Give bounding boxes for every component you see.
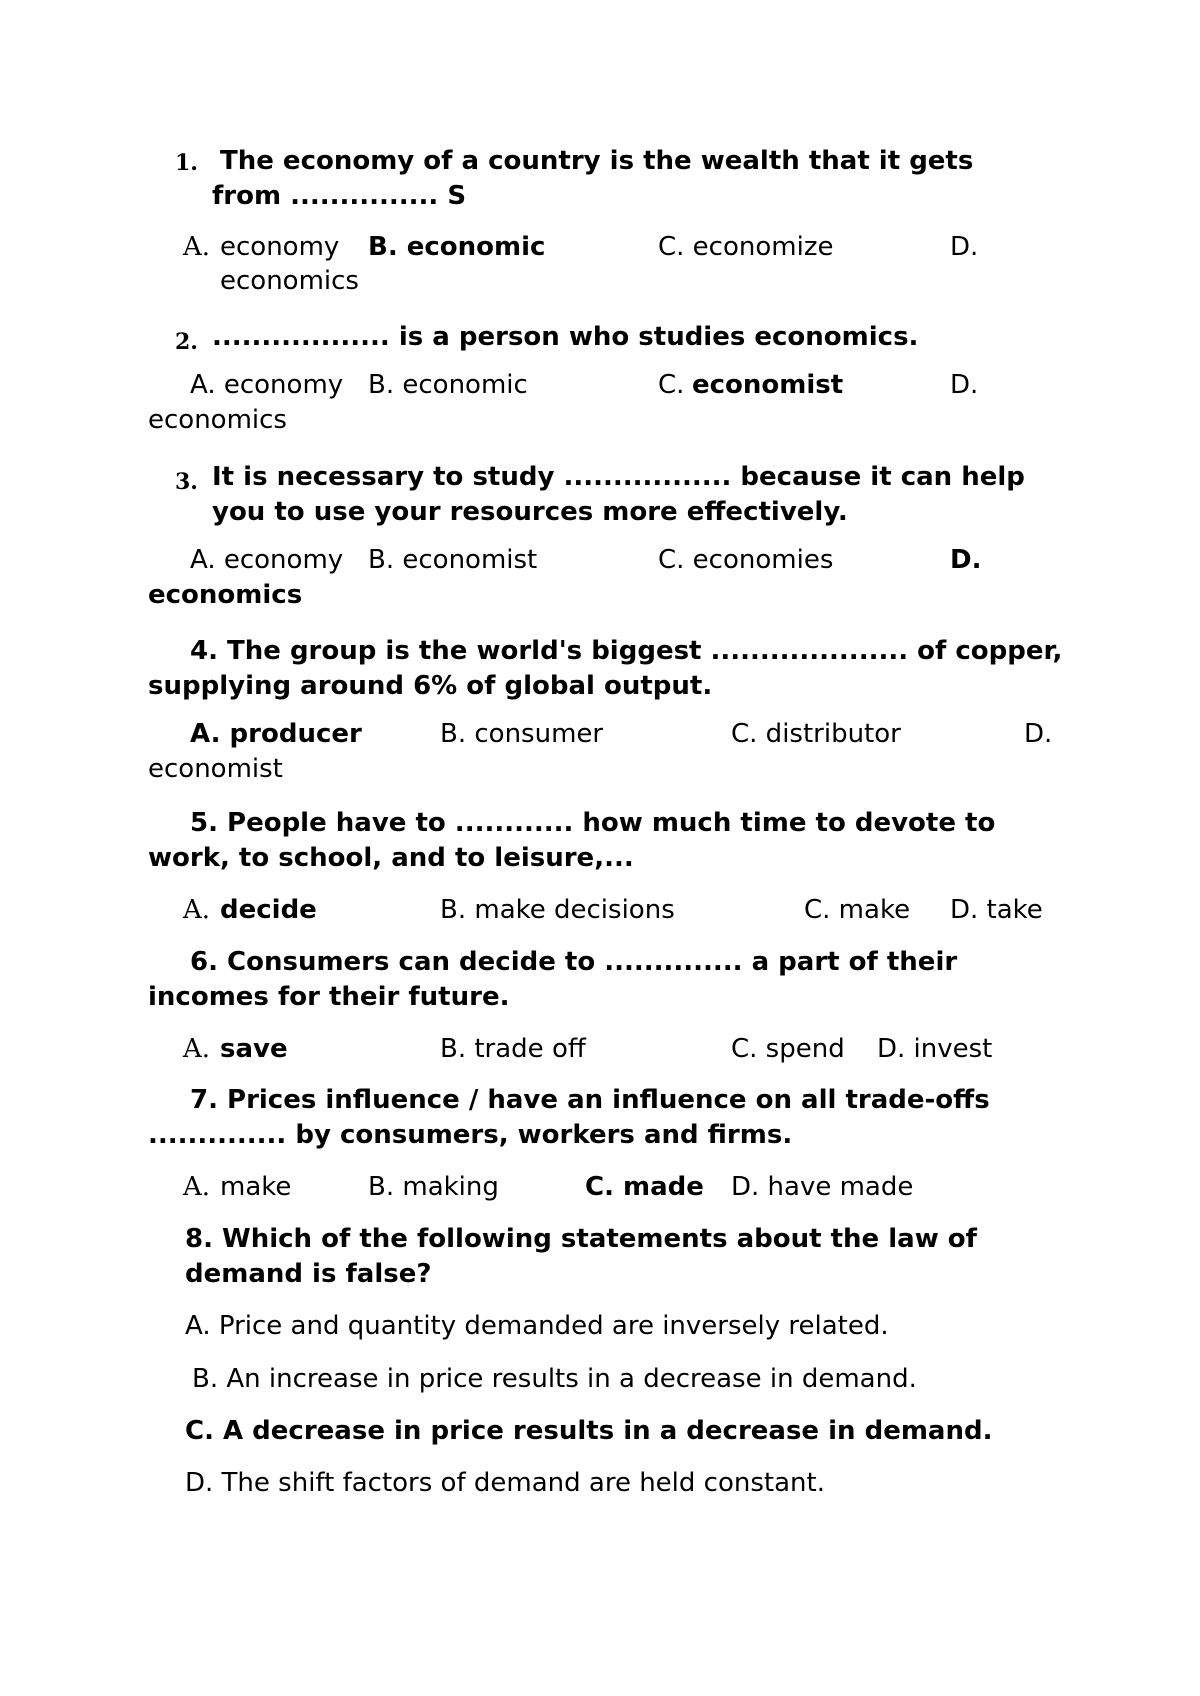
option-d: economist — [148, 754, 283, 784]
option-a: A. economy — [190, 545, 344, 575]
option-a-answer: save — [220, 1034, 288, 1064]
question-stem-line: from ............... S — [212, 181, 467, 211]
question-stem-line: work, to school, and to leisure,... — [148, 843, 634, 873]
option-b: B. economist — [368, 545, 538, 575]
option-b: B. economic — [368, 370, 528, 400]
option-c: C. make — [804, 895, 911, 925]
option-d: D. take — [950, 895, 1043, 925]
question-number: 1. — [175, 150, 198, 176]
option-d: economics — [148, 405, 287, 435]
option-b: B. making — [368, 1172, 499, 1202]
option-a-label: A. — [183, 1172, 211, 1202]
option-d-label: D. — [950, 232, 979, 262]
question-stem-line: It is necessary to study ................. because it can help — [212, 462, 1025, 492]
option-d-label: D. — [950, 370, 979, 400]
option-a-label: A. — [183, 232, 211, 262]
option-a-answer: decide — [220, 895, 317, 925]
option-b: B. trade off — [440, 1034, 586, 1064]
option-d: D. invest — [877, 1034, 993, 1064]
option-a: economy — [220, 232, 340, 262]
option-c-answer: C. made — [585, 1172, 704, 1202]
question-number: 3. — [175, 469, 198, 495]
option-c: C. economies — [658, 545, 834, 575]
question-stem-line: 4. The group is the world's biggest .................... of copper, — [190, 636, 1063, 666]
question-stem-line: demand is false? — [185, 1259, 432, 1289]
option-b: B. make decisions — [440, 895, 675, 925]
option-c: C. economize — [658, 232, 834, 262]
question-stem-line: .................. is a person who studies economics. — [212, 322, 919, 352]
option-a-label: A. — [183, 895, 211, 925]
option-c-label: C. — [658, 370, 685, 400]
question-stem-line: incomes for their future. — [148, 982, 510, 1012]
question-stem-line: 5. People have to ............ how much time to devote to — [190, 808, 996, 838]
option-d: D. have made — [731, 1172, 914, 1202]
option-a-answer: A. producer — [190, 719, 362, 749]
option-c: C. spend — [731, 1034, 845, 1064]
option-d-label: D. — [1024, 719, 1053, 749]
option-a: A. Price and quantity demanded are inversely related. — [185, 1311, 889, 1341]
option-a: make — [220, 1172, 292, 1202]
question-stem-line: .............. by consumers, workers and firms. — [148, 1120, 793, 1150]
option-c-answer: C. A decrease in price results in a decrease in demand. — [185, 1416, 993, 1446]
question-stem-line: 7. Prices influence / have an influence on all trade-offs — [190, 1085, 990, 1115]
question-stem-line: you to use your resources more effectively. — [212, 497, 848, 527]
option-d: D. The shift factors of demand are held constant. — [185, 1468, 825, 1498]
question-stem-line: The economy of a country is the wealth that it gets — [220, 146, 974, 176]
question-number: 2. — [175, 329, 198, 355]
option-c-answer: economist — [692, 370, 844, 400]
option-a-label: A. — [183, 1034, 211, 1064]
option-b: B. An increase in price results in a decrease in demand. — [192, 1364, 917, 1394]
option-d-label: D. — [950, 545, 982, 575]
option-c: C. distributor — [731, 719, 901, 749]
option-b-answer: B. economic — [368, 232, 546, 262]
option-b: B. consumer — [440, 719, 604, 749]
option-d-answer: economics — [148, 580, 303, 610]
question-stem-line: 8. Which of the following statements about the law of — [185, 1224, 977, 1254]
question-stem-line: supplying around 6% of global output. — [148, 671, 713, 701]
option-d: economics — [220, 266, 359, 296]
question-stem-line: 6. Consumers can decide to .............. a part of their — [190, 947, 958, 977]
option-a: A. economy — [190, 370, 344, 400]
